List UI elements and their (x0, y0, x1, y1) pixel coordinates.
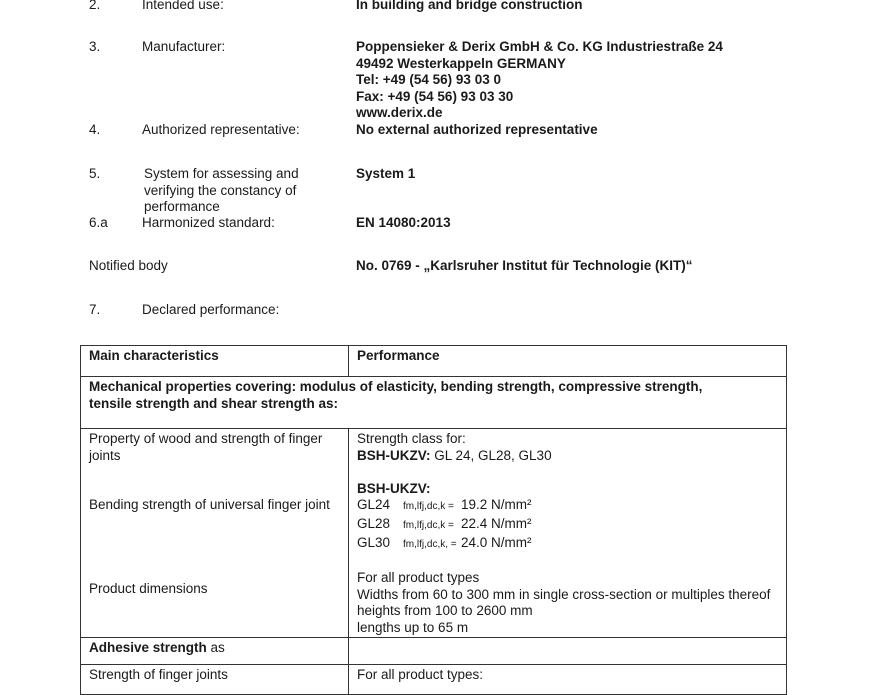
dimensions-line: heights from 100 to 2600 mm (357, 603, 533, 619)
bending-entry (357, 516, 780, 535)
manufacturer-value (356, 39, 723, 122)
manufacturer-label: Manufacturer: (142, 39, 226, 54)
performance-table (80, 345, 787, 695)
bending-class: GL28 (357, 515, 391, 531)
table-header-row (81, 346, 787, 377)
authorized-rep-label: Authorized representative: (142, 122, 300, 137)
manufacturer-line: Tel: +49 (54 56) 93 03 0 (356, 72, 501, 88)
authorized-rep-value: No external authorized representative (356, 122, 598, 137)
manufacturer-line: 49492 Westerkappeln GERMANY (356, 55, 566, 71)
item-number-7: 7. (89, 302, 101, 317)
dimensions-line: For all product types (357, 570, 480, 586)
finger-joints-performance: For all product types: (349, 664, 787, 694)
intended-use-value: In building and bridge construction (356, 0, 583, 12)
adhesive-empty-cell (349, 637, 787, 664)
bending-symbol: fm,lfj,dc,k = (403, 519, 454, 531)
bending-value: 24.0 N/mm² (461, 534, 532, 550)
bending-class: GL24 (357, 497, 391, 513)
system-label-line: performance (144, 199, 220, 215)
property-line: joints (89, 447, 121, 463)
bending-entry (357, 535, 780, 554)
table-row (81, 664, 787, 694)
mechanical-properties-cell (81, 377, 787, 429)
intended-use-label: Intended use: (142, 0, 224, 12)
adhesive-strength-rest: as (206, 639, 225, 655)
adhesive-strength-cell (81, 637, 349, 664)
table-row-adhesive (81, 637, 787, 664)
manufacturer-line: www.derix.de (356, 105, 443, 121)
mechanical-line: tensile strength and shear strength as: (89, 395, 339, 411)
bending-class: GL30 (357, 534, 391, 550)
notified-body-value: No. 0769 - „Karlsruher Institut für Technologie (KIT)“ (356, 258, 693, 273)
notified-body-label: Notified body (89, 258, 168, 273)
header-main-characteristics: Main characteristics (81, 346, 349, 377)
item-number-5: 5. (89, 166, 101, 181)
strength-class-line: Strength class for: (357, 431, 466, 446)
mechanical-line: Mechanical properties covering: modulus of elasticity, bending strength, compressive strength, (89, 379, 703, 394)
table-row-mechanical (81, 377, 787, 429)
finger-joints-cell: Strength of finger joints (81, 664, 349, 694)
bending-symbol: fm,lfj,dc,k = (403, 501, 454, 513)
item-number-2: 2. (89, 0, 101, 12)
system-label-line: verifying the constancy of (144, 182, 297, 198)
table-row (81, 429, 787, 638)
system-label (144, 166, 299, 216)
manufacturer-line: Fax: +49 (54 56) 93 03 30 (356, 88, 514, 104)
system-value: System 1 (356, 166, 416, 181)
header-performance: Performance (349, 346, 787, 377)
property-line: Property of wood and strength of finger (89, 431, 323, 446)
item-number-4: 4. (89, 122, 101, 137)
strength-class-values (357, 448, 780, 465)
bsh-ukzv-label: BSH-UKZV: (357, 447, 431, 463)
bending-heading: BSH-UKZV: (357, 480, 431, 496)
bending-value: 19.2 N/mm² (461, 497, 532, 513)
dimensions-line: lengths up to 65 m (357, 619, 469, 635)
manufacturer-line: Poppensieker & Derix GmbH & Co. KG Industriestraße 24 (356, 39, 723, 54)
bending-value: 22.4 N/mm² (461, 515, 532, 531)
item-number-6a: 6.a (89, 215, 108, 230)
product-dimensions-label: Product dimensions (89, 580, 208, 596)
dimensions-line: Widths from 60 to 300 mm in single cross-section or multiples thereof (357, 586, 771, 602)
gl-classes: GL 24, GL28, GL30 (430, 447, 552, 463)
performance-cell (349, 429, 787, 638)
system-label-line: System for assessing and (144, 166, 299, 181)
bending-entry (357, 497, 780, 516)
bending-strength-label: Bending strength of universal finger joint (89, 497, 330, 513)
property-cell (81, 429, 349, 638)
bending-symbol: fm,lfj,dc,k, = (403, 538, 457, 550)
declared-performance-label: Declared performance: (142, 302, 280, 317)
item-number-3: 3. (89, 39, 101, 54)
adhesive-strength-bold: Adhesive strength (89, 639, 207, 655)
harmonized-standard-value: EN 14080:2013 (356, 215, 451, 230)
harmonized-standard-label: Harmonized standard: (142, 215, 275, 230)
